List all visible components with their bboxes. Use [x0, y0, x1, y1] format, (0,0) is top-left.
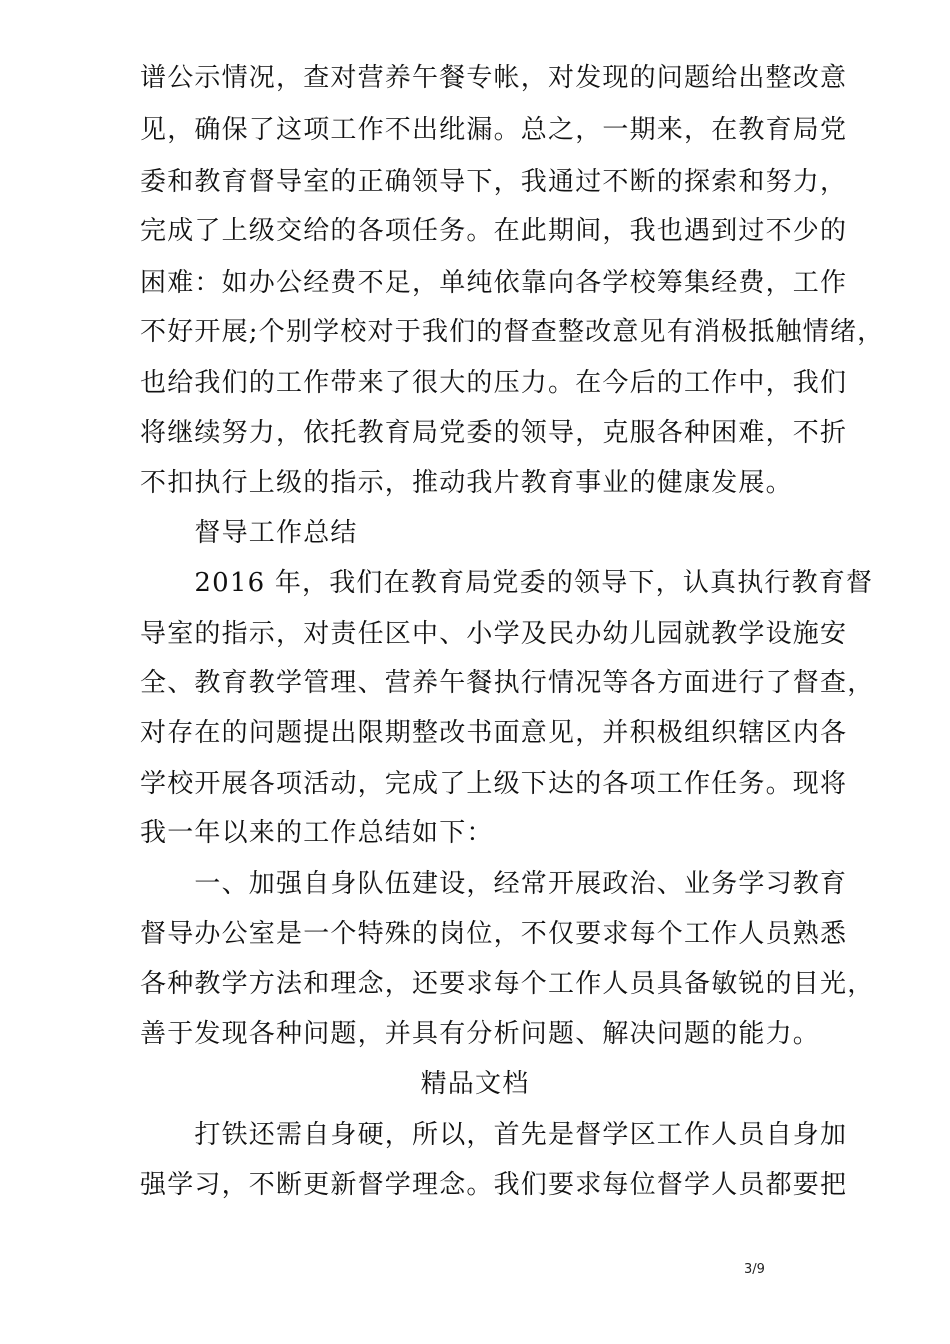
text-line: 善于发现各种问题，并具有分析问题、解决问题的能力。 — [140, 1019, 821, 1049]
text-line: 困难：如办公经费不足，单纯依靠向各学校筹集经费，工作 — [140, 268, 848, 298]
text-line: 全、教育教学管理、营养午餐执行情况等各方面进行了督查， — [140, 668, 875, 698]
text-line: 见，确保了这项工作不出纰漏。总之，一期来，在教育局党 — [140, 115, 848, 145]
text-line: 也给我们的工作带来了很大的压力。在今后的工作中，我们 — [140, 368, 848, 398]
text-line: 2016 年，我们在教育局党委的领导下，认真执行教育督 — [140, 568, 874, 598]
text-line: 一、加强自身队伍建设，经常开展政治、业务学习教育 — [140, 869, 848, 899]
text-line: 不扣执行上级的指示，推动我片教育事业的健康发展。 — [140, 468, 793, 498]
text-line: 打铁还需自身硬，所以，首先是督学区工作人员自身加 — [140, 1120, 848, 1150]
text-line: 导室的指示，对责任区中、小学及民办幼儿园就教学设施安 — [140, 619, 848, 649]
section-title: 督导工作总结 — [140, 518, 358, 548]
text-line: 各种教学方法和理念，还要求每个工作人员具备敏锐的目光， — [140, 969, 875, 999]
text-line: 督导办公室是一个特殊的岗位，不仅要求每个工作人员熟悉 — [140, 919, 848, 949]
text-line: 学校开展各项活动，完成了上级下达的各项工作任务。现将 — [140, 769, 848, 799]
text-line: 对存在的问题提出限期整改书面意见，并积极组织辖区内各 — [140, 718, 848, 748]
text-line: 将继续努力，依托教育局党委的领导，克服各种困难，不折 — [140, 418, 848, 448]
text-line: 完成了上级交给的各项任务。在此期间，我也遇到过不少的 — [140, 216, 848, 246]
text-line: 委和教育督导室的正确领导下，我通过不断的探索和努力， — [140, 167, 848, 197]
text-line: 谱公示情况，查对营养午餐专帐，对发现的问题给出整改意 — [140, 63, 848, 93]
text-line: 不好开展;个别学校对于我们的督查整改意见有消极抵触情绪， — [140, 317, 885, 347]
document-watermark-label: 精品文档 — [420, 1069, 530, 1099]
text-line: 我一年以来的工作总结如下： — [140, 818, 494, 848]
page-number: 3/9 — [744, 1262, 765, 1277]
text-line: 强学习，不断更新督学理念。我们要求每位督学人员都要把 — [140, 1170, 848, 1200]
